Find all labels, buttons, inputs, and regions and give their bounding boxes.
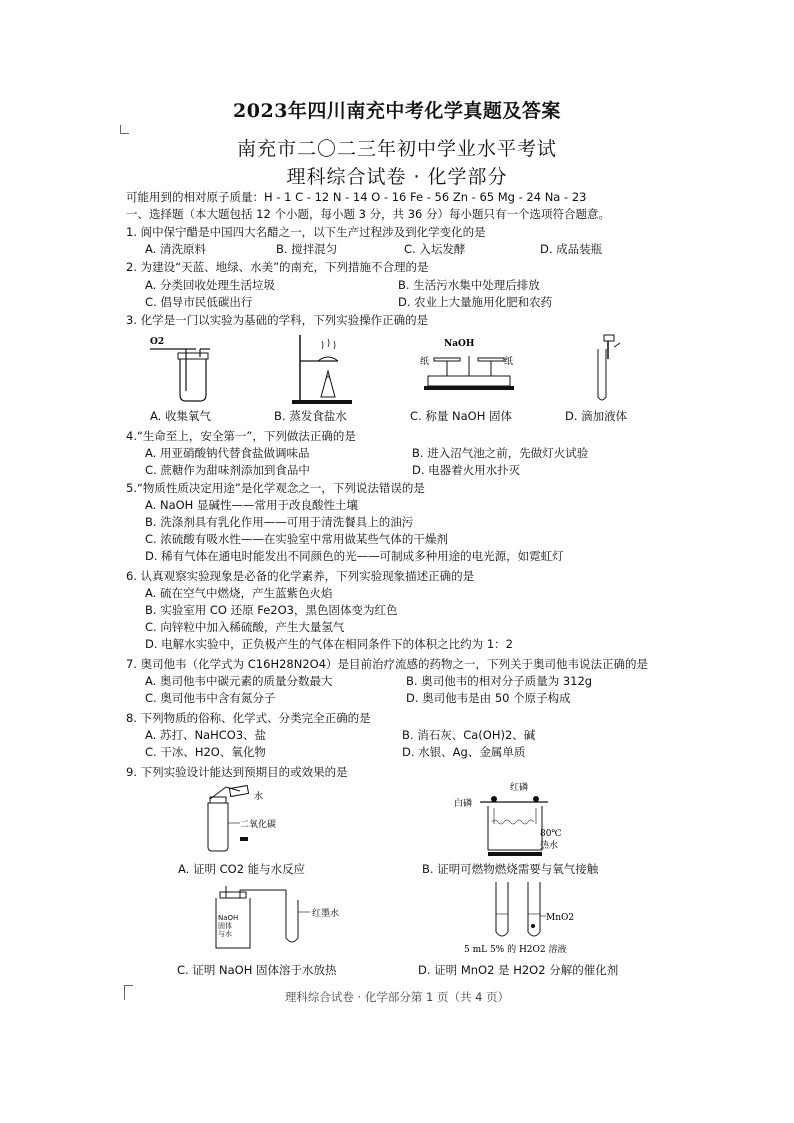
h2o2-label: 5 mL 5% 的 H2O2 溶液 <box>464 945 567 955</box>
q3-option-c: C. 称量 NaOH 固体 <box>410 409 513 423</box>
question-6-stem: 6. 认真观察实验现象是必备的化学素养，下列实验现象描述正确的是 <box>126 569 475 583</box>
page-title: 2023年四川南充中考化学真题及答案 <box>233 100 561 122</box>
co2-label: 二氧化碳 <box>240 820 277 830</box>
q4-option-c: C. 蔗糖作为甜味剂添加到食品中 <box>145 463 310 477</box>
hot-water-label: 热水 <box>540 841 559 851</box>
water-label: 水 <box>254 792 264 802</box>
corner-mark-top <box>120 125 129 134</box>
question-5-stem: 5.“物质性质决定用途”是化学观念之一，下列说法错误的是 <box>126 481 425 495</box>
dissolution-figure <box>206 886 356 956</box>
q6-option-b: B. 实验室用 CO 还原 Fe2O3，黑色固体变为红色 <box>145 603 398 617</box>
q8-option-d: D. 水银、Ag、金属单质 <box>402 745 526 759</box>
o2-label: O2 <box>150 337 165 347</box>
q9-option-b: B. 证明可燃物燃烧需要与氧气接触 <box>422 862 599 876</box>
dropper-figure <box>586 333 626 403</box>
co2-bottle-figure <box>196 783 296 853</box>
q7-option-d: D. 奥司他韦是由 50 个原子构成 <box>406 691 571 705</box>
q1-option-d: D. 成品装瓶 <box>540 242 603 256</box>
section-heading: 一、选择题（本大题包括 12 个小题，每小题 3 分，共 36 分）每小题只有一个选项符合题意。 <box>126 207 611 221</box>
exam-title: 南充市二〇二三年初中学业水平考试 <box>236 138 557 160</box>
q2-option-d: D. 农业上大量施用化肥和农药 <box>398 295 553 309</box>
q9-option-a: A. 证明 CO2 能与水反应 <box>178 862 306 876</box>
q2-option-a: A. 分类回收处理生活垃圾 <box>145 278 275 292</box>
q3-option-a: A. 收集氧气 <box>150 409 211 423</box>
q1-option-b: B. 搅拌混匀 <box>276 242 338 256</box>
paper-label-right: 纸 <box>504 357 514 367</box>
q4-option-b: B. 进入沼气池之前，先做灯火试验 <box>412 446 589 460</box>
catalyst-figure <box>462 880 592 960</box>
q4-option-d: D. 电器着火用水扑灭 <box>412 463 521 477</box>
q9-option-d: D. 证明 MnO2 是 H2O2 分解的催化剂 <box>418 963 619 977</box>
question-3-stem: 3. 化学是一门以实验为基础的学科，下列实验操作正确的是 <box>126 313 429 327</box>
q6-option-d: D. 电解水实验中，正负极产生的气体在相同条件下的体积之比约为 1：2 <box>145 637 513 651</box>
question-9-stem: 9. 下列实验设计能达到预期目的或效果的是 <box>126 765 348 779</box>
question-2-stem: 2. 为建设“天蓝、地绿、水美”的南充，下列措施不合理的是 <box>126 260 429 274</box>
q8-option-b: B. 消石灰、Ca(OH)2、碱 <box>402 728 536 742</box>
page-footer: 理科综合试卷 · 化学部分第 1 页（共 4 页） <box>284 990 510 1004</box>
combustion-figure <box>452 780 582 860</box>
q7-option-c: C. 奥司他韦中含有氮分子 <box>145 691 276 705</box>
question-1-stem: 1. 阆中保宁醋是中国四大名醋之一，以下生产过程涉及到化学变化的是 <box>126 225 486 239</box>
white-phosphorus-label: 白磷 <box>454 799 473 809</box>
question-8-stem: 8. 下列物质的俗称、化学式、分类完全正确的是 <box>126 711 371 725</box>
red-ink-label: 红墨水 <box>312 909 340 919</box>
q8-option-c: C. 干冰、H2O、氧化物 <box>145 745 266 759</box>
gas-collection-figure <box>148 333 218 403</box>
naoh-solid-label: NaOH 固体 与水 <box>218 914 239 938</box>
q5-option-a: A. NaOH 显碱性——常用于改良酸性土壤 <box>145 498 358 512</box>
paper-label-left: 纸 <box>420 357 430 367</box>
q3-option-d: D. 滴加液体 <box>565 409 628 423</box>
q5-option-c: C. 浓硫酸有吸水性——在实验室中常用做某些气体的干燥剂 <box>145 532 448 546</box>
q3-option-b: B. 蒸发食盐水 <box>274 409 347 423</box>
atomic-masses: 可能用到的相对原子质量：H - 1 C - 12 N - 14 O - 16 Fe - 56 Zn - 65 Mg - 24 Na - 23 <box>126 190 587 204</box>
red-phosphorus-label: 红磷 <box>510 783 529 793</box>
balance-figure <box>418 336 518 396</box>
temperature-label: 80℃ <box>540 829 562 839</box>
q6-option-a: A. 硫在空气中燃烧，产生蓝紫色火焰 <box>145 586 333 600</box>
q2-option-c: C. 倡导市民低碳出行 <box>145 295 253 309</box>
q9-option-c: C. 证明 NaOH 固体溶于水放热 <box>177 963 337 977</box>
q6-option-c: C. 向锌粒中加入稀硫酸，产生大量氢气 <box>145 620 345 634</box>
q8-option-a: A. 苏打、NaHCO3、盐 <box>145 728 267 742</box>
q7-option-b: B. 奥司他韦的相对分子质量为 312g <box>406 674 593 688</box>
q7-option-a: A. 奥司他韦中碳元素的质量分数最大 <box>145 674 333 688</box>
question-4-stem: 4.“生命至上，安全第一”，下列做法正确的是 <box>126 429 356 443</box>
question-7-stem: 7. 奥司他韦（化学式为 C16H28N2O4）是目前治疗流感的药物之一，下列关于奥司他韦说法正确的是 <box>126 657 649 671</box>
q2-option-b: B. 生活污水集中处理后排放 <box>398 278 540 292</box>
naoh-label: NaOH <box>444 339 475 349</box>
q1-option-a: A. 清洗原料 <box>145 242 206 256</box>
mno2-label: MnO2 <box>546 913 575 923</box>
q5-option-b: B. 洗涤剂具有乳化作用——可用于清洗餐具上的油污 <box>145 515 414 529</box>
evaporation-figure <box>288 331 358 406</box>
exam-subtitle: 理科综合试卷 · 化学部分 <box>286 166 508 188</box>
q1-option-c: C. 入坛发酵 <box>404 242 466 256</box>
q5-option-d: D. 稀有气体在通电时能发出不同颜色的光——可制成多种用途的电光源，如霓虹灯 <box>145 549 564 563</box>
q4-option-a: A. 用亚硝酸钠代替食盐做调味品 <box>145 446 310 460</box>
